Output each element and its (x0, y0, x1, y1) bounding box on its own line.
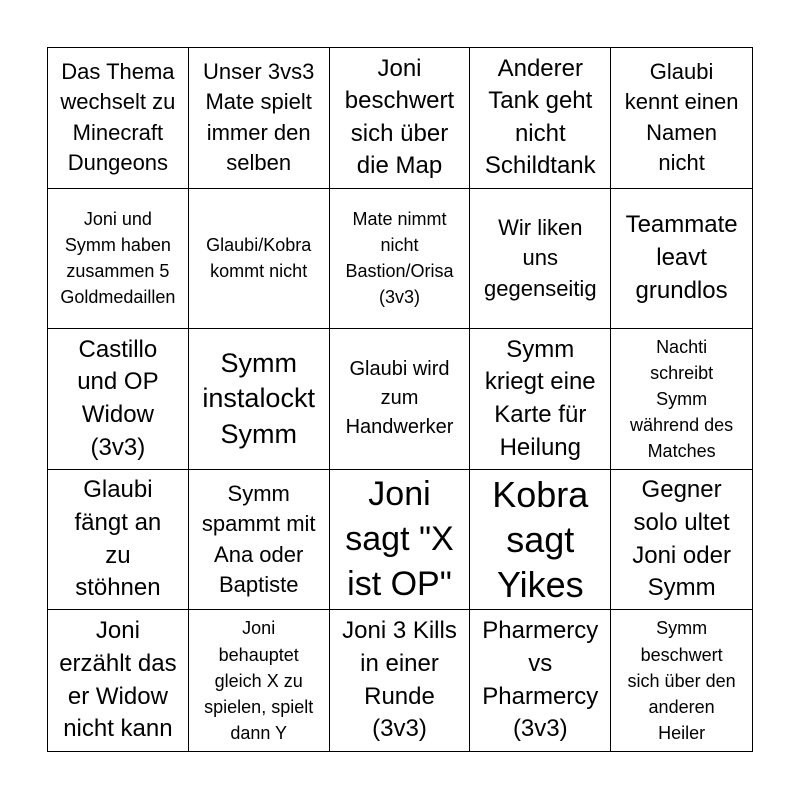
cell-text: Das Thema wechselt zu Minecraft Dungeons (60, 59, 176, 176)
cell-text: Nachti schreibt Symm während des Matches (630, 336, 734, 462)
cell-text: Glaubi/Kobra kommt nicht (206, 235, 312, 282)
bingo-cell[interactable] (189, 329, 330, 470)
bingo-cell[interactable] (611, 48, 752, 189)
bingo-cell[interactable] (330, 329, 471, 470)
cell-text: Joni beschwert sich über die Map (344, 54, 455, 180)
cell-text: Symm beschwert sich über den anderen Heiler (627, 618, 736, 743)
cell-text: Gegner solo ultet Joni oder Symm (632, 476, 731, 602)
bingo-cell[interactable] (330, 189, 471, 330)
bingo-board (47, 47, 753, 752)
cell-text: Joni 3 Kills in einer Runde (3v3) (342, 617, 457, 743)
bingo-cell[interactable] (470, 470, 611, 611)
bingo-cell[interactable] (470, 189, 611, 330)
bingo-cell[interactable] (48, 470, 189, 611)
cell-text: Kobra sagt Yikes (492, 473, 589, 606)
bingo-cell[interactable] (189, 48, 330, 189)
bingo-cell[interactable] (611, 470, 752, 611)
bingo-cell[interactable] (330, 470, 471, 611)
bingo-cell[interactable] (48, 189, 189, 330)
cell-text: Joni und Symm haben zusammen 5 Goldmedaillen (60, 209, 176, 308)
bingo-cell[interactable] (330, 48, 471, 189)
cell-text: Anderer Tank geht nicht Schildtank (484, 54, 596, 180)
cell-text: Joni behauptet gleich X zu spielen, spielt dann Y (204, 618, 314, 743)
cell-text: Glaubi wird zum Handwerker (345, 358, 454, 439)
bingo-cell[interactable] (611, 610, 752, 751)
bingo-cell[interactable] (189, 610, 330, 751)
cell-text: Joni sagt "X ist OP" (345, 475, 454, 604)
cell-text: Symm spammt mit Ana oder Baptiste (201, 480, 316, 597)
bingo-cell[interactable] (611, 329, 752, 470)
cell-text: Joni erzählt das er Widow nicht kann (59, 617, 177, 743)
bingo-cell[interactable] (330, 610, 471, 751)
bingo-cell[interactable] (48, 610, 189, 751)
cell-text: Symm kriegt eine Karte für Heilung (484, 335, 596, 461)
cell-text: Teammate leavt grundlos (625, 211, 738, 304)
bingo-cell[interactable] (470, 329, 611, 470)
cell-text: Castillo und OP Widow (3v3) (77, 335, 159, 461)
bingo-cell[interactable] (470, 48, 611, 189)
bingo-cell[interactable] (48, 48, 189, 189)
bingo-cell[interactable] (611, 189, 752, 330)
cell-text: Pharmercy vs Pharmercy (3v3) (482, 617, 599, 743)
cell-text: Unser 3vs3 Mate spielt immer den selben (203, 59, 315, 176)
cell-text: Wir liken uns gegenseitig (484, 214, 597, 301)
bingo-cell[interactable] (48, 329, 189, 470)
cell-text: Symm instalockt Symm (202, 348, 315, 449)
bingo-cell[interactable] (189, 470, 330, 611)
cell-text: Glaubi fängt an zu stöhnen (74, 476, 162, 602)
cell-text: Mate nimmt nicht Bastion/Orisa (3v3) (345, 209, 454, 308)
bingo-cell[interactable] (470, 610, 611, 751)
cell-text: Glaubi kennt einen Namen nicht (624, 59, 739, 176)
bingo-cell[interactable] (189, 189, 330, 330)
